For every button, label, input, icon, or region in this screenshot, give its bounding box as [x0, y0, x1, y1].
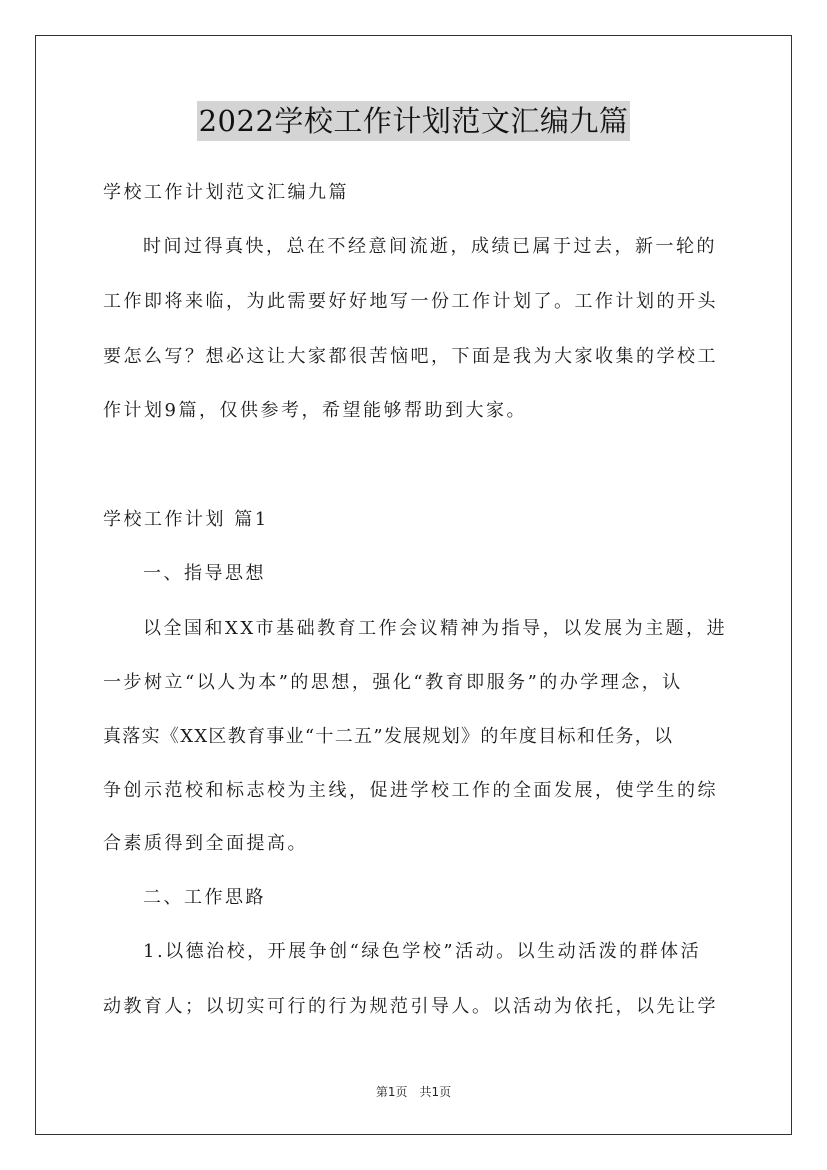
part2-line-1: 1.以德治校，开展争创“绿色学校”活动。以生动活泼的群体活 — [143, 941, 702, 962]
part2-line-2: 动教育人；以切实可行的行为规范引导人。以活动为依托，以先让学 — [103, 996, 718, 1017]
section-heading: 学校工作计划 篇1 — [103, 509, 269, 530]
page-number: 第1页 共1页 — [375, 1085, 452, 1099]
document-subtitle: 学校工作计划范文汇编九篇 — [103, 182, 349, 203]
part1-line-4: 争创示范校和标志校为主线，促进学校工作的全面发展，使学生的综 — [103, 780, 718, 801]
part1-heading: 一、指导思想 — [143, 563, 266, 584]
part1-line-3: 真落实《XX区教育事业“十二五”发展规划》的年度目标和任务，以 — [103, 726, 674, 747]
part1-line-2: 一步树立“以人为本”的思想，强化“教育即服务”的办学理念，认 — [103, 672, 683, 693]
intro-line-3: 要怎么写？想必这让大家都很苦恼吧，下面是我为大家收集的学校工 — [103, 346, 718, 367]
intro-line-2: 工作即将来临，为此需要好好地写一份工作计划了。工作计划的开头 — [103, 291, 718, 312]
intro-line-4: 作计划9篇，仅供参考，希望能够帮助到大家。 — [103, 400, 527, 421]
part1-line-5: 合素质得到全面提高。 — [103, 833, 308, 854]
part2-heading: 二、工作思路 — [143, 887, 266, 908]
intro-line-1: 时间过得真快，总在不经意间流逝，成绩已属于过去，新一轮的 — [143, 236, 717, 257]
part1-line-1: 以全国和XX市基础教育工作会议精神为指导，以发展为主题，进 — [143, 618, 728, 639]
document-title: 2022学校工作计划范文汇编九篇 — [197, 101, 631, 141]
